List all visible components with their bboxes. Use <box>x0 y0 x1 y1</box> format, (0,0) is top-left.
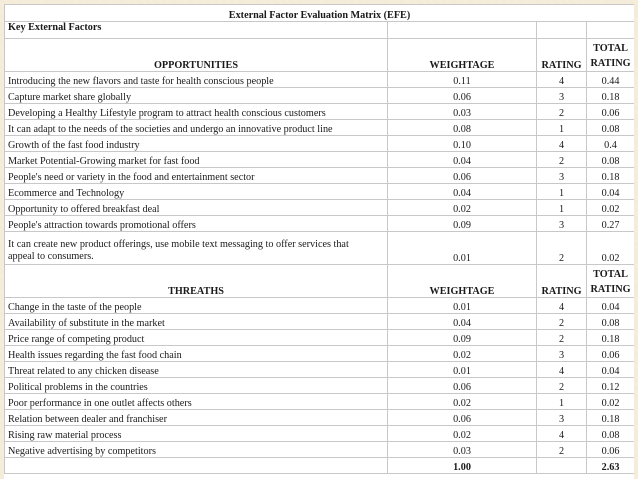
total-cell: 0.44 <box>587 72 635 88</box>
rating-cell: 2 <box>537 104 587 120</box>
total-cell: 0.18 <box>587 88 635 104</box>
weightage-cell: 0.08 <box>388 120 537 136</box>
factor-cell: People's attraction towards promotional offers <box>5 216 388 232</box>
threat-row <box>5 346 635 362</box>
total-cell: 0.12 <box>587 378 635 394</box>
rating-cell: 1 <box>537 120 587 136</box>
factor-cell: Capture market share globally <box>5 88 388 104</box>
total-cell: 0.08 <box>587 314 635 330</box>
factor-cell: Relation between dealer and franchiser <box>5 410 388 426</box>
opportunity-row <box>5 216 635 232</box>
total-heading-line2: RATING <box>590 284 631 295</box>
factor-cell: Market Potential-Growing market for fast food <box>5 152 388 168</box>
factor-cell: Poor performance in one outlet affects others <box>5 394 388 410</box>
factor-cell: Health issues regarding the fast food chain <box>5 346 388 362</box>
total-cell: 0.06 <box>587 346 635 362</box>
total-cell: 0.04 <box>587 362 635 378</box>
rating-cell: 2 <box>537 314 587 330</box>
total-cell: 0.18 <box>587 410 635 426</box>
total-cell: 0.04 <box>587 298 635 314</box>
rating-cell: 4 <box>537 426 587 442</box>
rating-cell: 3 <box>537 410 587 426</box>
weightage-cell: 0.01 <box>388 232 537 265</box>
opportunity-row <box>5 120 635 136</box>
weightage-heading: WEIGHTAGE <box>388 265 537 298</box>
empty-cell <box>388 22 537 39</box>
rating-cell: 2 <box>537 152 587 168</box>
rating-cell: 2 <box>537 378 587 394</box>
weightage-heading: WEIGHTAGE <box>388 39 537 72</box>
threat-row <box>5 362 635 378</box>
rating-cell: 1 <box>537 394 587 410</box>
total-rating-heading <box>587 265 635 298</box>
threat-row <box>5 426 635 442</box>
total-cell: 0.18 <box>587 168 635 184</box>
rating-cell: 3 <box>537 346 587 362</box>
weightage-cell: 0.06 <box>388 168 537 184</box>
factor-line2: appeal to consumers. <box>8 251 94 262</box>
total-heading-line1: TOTAL <box>593 43 628 54</box>
efe-matrix-table <box>4 4 634 474</box>
opportunity-row <box>5 104 635 120</box>
threat-row <box>5 410 635 426</box>
weightage-cell: 0.02 <box>388 346 537 362</box>
total-cell: 0.04 <box>587 184 635 200</box>
threat-row <box>5 394 635 410</box>
weightage-cell: 0.04 <box>388 184 537 200</box>
total-cell: 0.4 <box>587 136 635 152</box>
empty-cell <box>537 22 587 39</box>
opportunity-row <box>5 184 635 200</box>
weightage-cell: 0.09 <box>388 330 537 346</box>
opportunity-row <box>5 152 635 168</box>
total-cell: 0.08 <box>587 152 635 168</box>
opportunity-row <box>5 88 635 104</box>
weightage-cell: 0.11 <box>388 72 537 88</box>
weightage-cell: 0.09 <box>388 216 537 232</box>
total-cell: 0.08 <box>587 426 635 442</box>
total-cell: 0.02 <box>587 394 635 410</box>
weightage-cell: 0.03 <box>388 104 537 120</box>
factor-cell: Growth of the fast food industry <box>5 136 388 152</box>
opportunity-row-long <box>5 232 635 265</box>
factor-cell: People's need or variety in the food and entertainment sector <box>5 168 388 184</box>
rating-cell: 4 <box>537 362 587 378</box>
factor-cell: Change in the taste of the people <box>5 298 388 314</box>
weightage-cell: 0.06 <box>388 88 537 104</box>
rating-heading: RATING <box>537 265 587 298</box>
rating-cell: 2 <box>537 442 587 458</box>
empty-cell <box>537 458 587 474</box>
weightage-cell: 0.02 <box>388 426 537 442</box>
threats-heading: THREATHS <box>5 265 388 298</box>
efe-matrix-sheet <box>4 4 634 479</box>
rating-cell: 4 <box>537 72 587 88</box>
factor-cell <box>5 232 388 265</box>
rating-cell: 2 <box>537 330 587 346</box>
key-factors-row <box>5 22 635 39</box>
threat-row <box>5 378 635 394</box>
weightage-cell: 0.03 <box>388 442 537 458</box>
weightage-cell: 0.06 <box>388 378 537 394</box>
grand-total-rating: 2.63 <box>587 458 635 474</box>
total-cell: 0.06 <box>587 442 635 458</box>
rating-cell: 3 <box>537 216 587 232</box>
weightage-cell: 0.01 <box>388 362 537 378</box>
threat-row <box>5 298 635 314</box>
opportunity-row <box>5 168 635 184</box>
factor-cell: It can adapt to the needs of the societies and undergo an innovative product line <box>5 120 388 136</box>
title-row <box>5 5 635 22</box>
threat-row <box>5 314 635 330</box>
empty-cell <box>5 458 388 474</box>
opportunity-row <box>5 136 635 152</box>
total-cell: 0.06 <box>587 104 635 120</box>
factor-cell: Opportunity to offered breakfast deal <box>5 200 388 216</box>
rating-cell: 3 <box>537 168 587 184</box>
weightage-cell: 0.06 <box>388 410 537 426</box>
opportunities-heading: OPPORTUNITIES <box>5 39 388 72</box>
factor-cell: Threat related to any chicken disease <box>5 362 388 378</box>
total-cell: 0.27 <box>587 216 635 232</box>
factor-cell: Introducing the new flavors and taste for health conscious people <box>5 72 388 88</box>
factor-cell: Developing a Healthy Lifestyle program to attract health conscious customers <box>5 104 388 120</box>
factor-cell: Availability of substitute in the market <box>5 314 388 330</box>
weightage-cell: 0.02 <box>388 200 537 216</box>
factor-cell: Political problems in the countries <box>5 378 388 394</box>
factor-cell: Ecommerce and Technology <box>5 184 388 200</box>
rating-heading: RATING <box>537 39 587 72</box>
rating-cell: 2 <box>537 232 587 265</box>
total-rating-heading <box>587 39 635 72</box>
threat-row <box>5 442 635 458</box>
total-cell: 0.02 <box>587 200 635 216</box>
threats-header-row <box>5 265 635 298</box>
factor-cell: Rising raw material process <box>5 426 388 442</box>
weightage-cell: 0.01 <box>388 298 537 314</box>
total-heading-line1: TOTAL <box>593 269 628 280</box>
weightage-cell: 0.04 <box>388 314 537 330</box>
key-factors-label: Key External Factors <box>5 22 388 39</box>
total-cell: 0.18 <box>587 330 635 346</box>
threat-row <box>5 330 635 346</box>
total-heading-line2: RATING <box>590 58 631 69</box>
opportunity-row <box>5 200 635 216</box>
weightage-cell: 0.10 <box>388 136 537 152</box>
rating-cell: 4 <box>537 136 587 152</box>
total-weightage: 1.00 <box>388 458 537 474</box>
matrix-title: External Factor Evaluation Matrix (EFE) <box>5 5 635 22</box>
factor-cell: Price range of competing product <box>5 330 388 346</box>
opportunity-row <box>5 72 635 88</box>
total-cell: 0.08 <box>587 120 635 136</box>
rating-cell: 4 <box>537 298 587 314</box>
weightage-cell: 0.04 <box>388 152 537 168</box>
total-cell: 0.02 <box>587 232 635 265</box>
rating-cell: 3 <box>537 88 587 104</box>
rating-cell: 1 <box>537 184 587 200</box>
totals-row <box>5 458 635 474</box>
opportunities-header-row <box>5 39 635 72</box>
factor-cell: Negative advertising by competitors <box>5 442 388 458</box>
weightage-cell: 0.02 <box>388 394 537 410</box>
factor-line1: It can create new product offerings, use mobile text messaging to offer services that <box>8 239 349 250</box>
rating-cell: 1 <box>537 200 587 216</box>
empty-cell <box>587 22 635 39</box>
